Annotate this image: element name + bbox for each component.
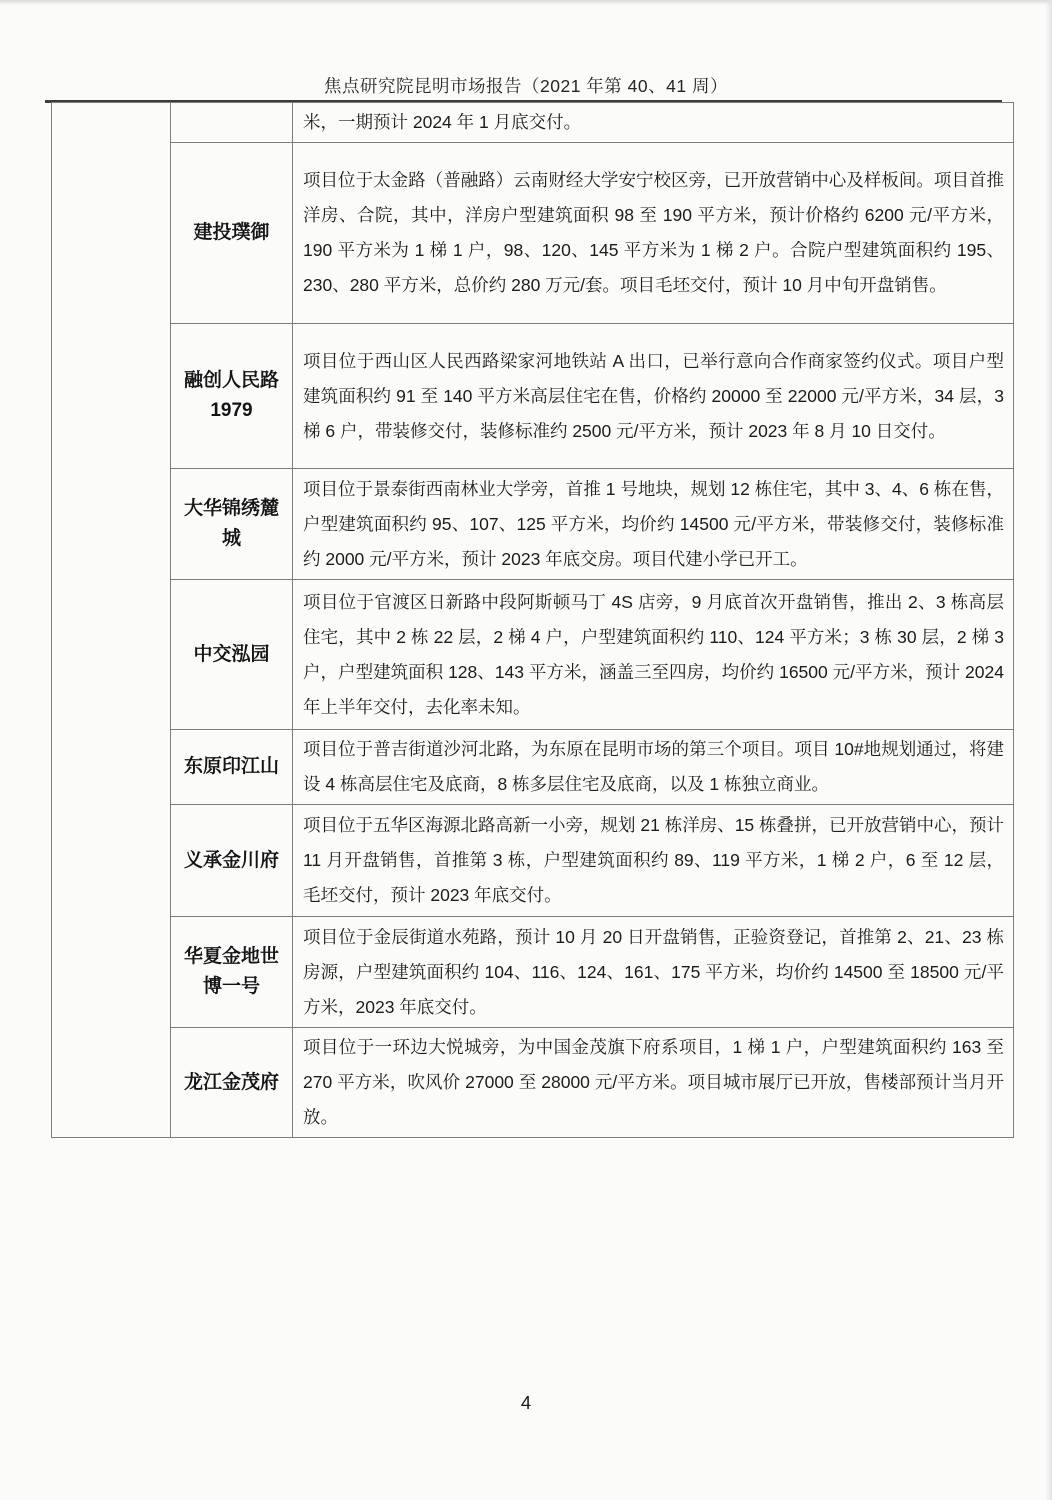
table-row	[52, 103, 1014, 143]
project-description-cell: 项目位于太金路（普融路）云南财经大学安宁校区旁，已开放营销中心及样板间。项目首推洋房、合院，其中，洋房户型建筑面积 98 至 190 平方米，预计价格约 6200 元/平方米，190 平方米为 1 梯 1 户，98、120、145 平方米为 1 梯 2 户。合院户型建筑面积约 195、230、280 平方米，总价约 280 万元/套。项目毛坯交付，预计 10 月中旬开盘销售。	[293, 143, 1014, 324]
table-row	[52, 730, 1014, 805]
project-description-cell: 项目位于普吉街道沙河北路，为东原在昆明市场的第三个项目。项目 10#地规划通过，将建设 4 栋高层住宅及底商，8 栋多层住宅及底商，以及 1 栋独立商业。	[293, 730, 1014, 805]
project-name-cell: 华夏金地世博一号	[171, 917, 293, 1028]
project-description-cell: 项目位于金辰街道水苑路，预计 10 月 20 日开盘销售，正验资登记，首推第 2、21、23 栋房源，户型建筑面积约 104、116、124、161、175 平方米，均价约 14500 至 18500 元/平方米，2023 年底交付。	[293, 917, 1014, 1028]
project-description-cell: 项目位于五华区海源北路高新一小旁，规划 21 栋洋房、15 栋叠拼，已开放营销中心，预计 11 月开盘销售，首推第 3 栋，户型建筑面积约 89、119 平方米，1 梯 2 户，6 至 12 层，毛坯交付，预计 2023 年底交付。	[293, 805, 1014, 917]
table-row	[52, 143, 1014, 324]
project-description-cell: 项目位于景泰街西南林业大学旁，首推 1 号地块，规划 12 栋住宅，其中 3、4、6 栋在售，户型建筑面积约 95、107、125 平方米，均价约 14500 元/平方米，带装修交付，装修标准约 2000 元/平方米，预计 2023 年底交房。项目代建小学已开工。	[293, 469, 1014, 580]
project-name-cell: 东原印江山	[171, 730, 293, 805]
project-name-cell: 义承金川府	[171, 805, 293, 917]
table-row	[52, 580, 1014, 730]
scan-artifact-top	[0, 0, 1052, 5]
project-name-cell: 建投璞御	[171, 143, 293, 324]
table-row	[52, 1028, 1014, 1138]
project-name-cell: 龙江金茂府	[171, 1028, 293, 1138]
table-row	[52, 805, 1014, 917]
project-table	[51, 102, 1014, 1138]
page-number: 4	[520, 1392, 532, 1413]
project-description-cell: 项目位于一环边大悦城旁，为中国金茂旗下府系项目，1 梯 1 户，户型建筑面积约 163 至 270 平方米，吹风价 27000 至 28000 元/平方米。项目城市展厅已开放，售楼部预计当月开放。	[293, 1028, 1014, 1138]
table-row	[52, 324, 1014, 469]
report-header-title: 焦点研究院昆明市场报告（2021 年第 40、41 周）	[324, 76, 728, 96]
table-row	[52, 917, 1014, 1028]
project-description-cell: 项目位于官渡区日新路中段阿斯顿马丁 4S 店旁，9 月底首次开盘销售，推出 2、3 栋高层住宅，其中 2 栋 22 层，2 梯 4 户，户型建筑面积约 110、124 平方米；3 栋 30 层，2 梯 3 户，户型建筑面积 128、143 平方米，涵盖三至四房，均价约 16500 元/平方米，预计 2024 年上半年交付，去化率未知。	[293, 580, 1014, 730]
project-name-cell: 大华锦绣麓城	[171, 469, 293, 580]
empty-left-column-cell	[52, 103, 171, 1138]
scan-artifact-right	[1045, 0, 1052, 1500]
project-description-cell: 项目位于西山区人民西路梁家河地铁站 A 出口，已举行意向合作商家签约仪式。项目户型建筑面积约 91 至 140 平方米高层住宅在售，价格约 20000 至 22000 元/平方米，34 层，3 梯 6 户，带装修交付，装修标准约 2500 元/平方米，预计 2023 年 8 月 10 日交付。	[293, 324, 1014, 469]
project-name-cell: 融创人民路 1979	[171, 324, 293, 469]
project-name-cell: 中交泓园	[171, 580, 293, 730]
table-row	[52, 469, 1014, 580]
project-name-cell	[171, 103, 293, 143]
project-description-cell: 米，一期预计 2024 年 1 月底交付。	[293, 103, 1014, 143]
